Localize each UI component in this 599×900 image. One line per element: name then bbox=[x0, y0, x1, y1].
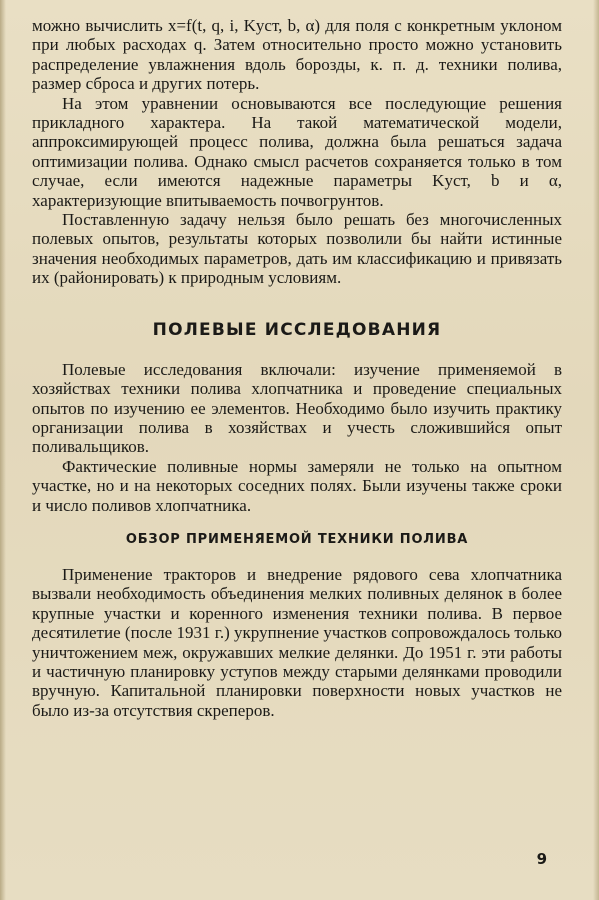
paragraph-field-research-1: Полевые исследования включали: изучение применяемой в хозяйствах техники полива хлопчатника и проведение специальных опытов по изучению ее элементов. Необходимо было изучить практику организации полива в хозяйствах и учесть сложившийся опыт поливальщиков. bbox=[32, 359, 562, 457]
page-content bbox=[32, 16, 562, 720]
page-edge-left bbox=[0, 0, 6, 900]
paragraph-top-2: На этом уравнении основываются все последующие решения прикладного характера. На такой математической модели, аппроксимирующей процесс полива, должна была решаться задача оптимизации полива. Однако смысл расчетов сохраняется только в том случае, если имеются надежные параметры Kуст, b и α, характеризующие впитываемость почвогрунтов. bbox=[32, 93, 562, 210]
paragraph-field-research-2: Фактические поливные нормы замеряли не только на опытном участке, но и на некоторых соседних полях. Были изучены также сроки и число поливов хлопчатника. bbox=[32, 456, 562, 515]
section-heading-field-research: ПОЛЕВЫЕ ИССЛЕДОВАНИЯ bbox=[152, 319, 442, 340]
paragraph-top-3: Поставленную задачу нельзя было решать без многочисленных полевых опытов, результаты которых позволили бы найти истинные значения необходимых параметров, дать им классификацию и привязать их (районировать) к природным условиям. bbox=[32, 210, 562, 288]
section-heading-irrigation-review: ОБЗОР ПРИМЕНЯЕМОЙ ТЕХНИКИ ПОЛИВА bbox=[125, 531, 469, 547]
paragraph-irrigation-review-1: Применение тракторов и внедрение рядового сева хлопчатника вызвали необходимость объединения мелких поливных делянок в более крупные участки и коренного изменения техники полива. В первое десятилетие (после 1931 г.) укрупнение участков сопровождалось только уничтожением меж, окружавших мелкие делянки. До 1951 г. эти работы и частичную планировку уступов между старыми делянками проводили вручную. Капитальной планировки поверхности новых участков не было из-за отсутствия скреперов. bbox=[32, 564, 562, 720]
paragraph-top-1: можно вычислить x=f(t, q, i, Kуст, b, α) для поля с конкретным уклоном при любых расходах q. Затем относительно просто можно установить распределение увлажнения вдоль борозды, к. п. д. техники полива, размер сброса и других потерь. bbox=[32, 16, 562, 94]
page-number: 9 bbox=[536, 850, 547, 868]
page-edge-right bbox=[593, 0, 599, 900]
